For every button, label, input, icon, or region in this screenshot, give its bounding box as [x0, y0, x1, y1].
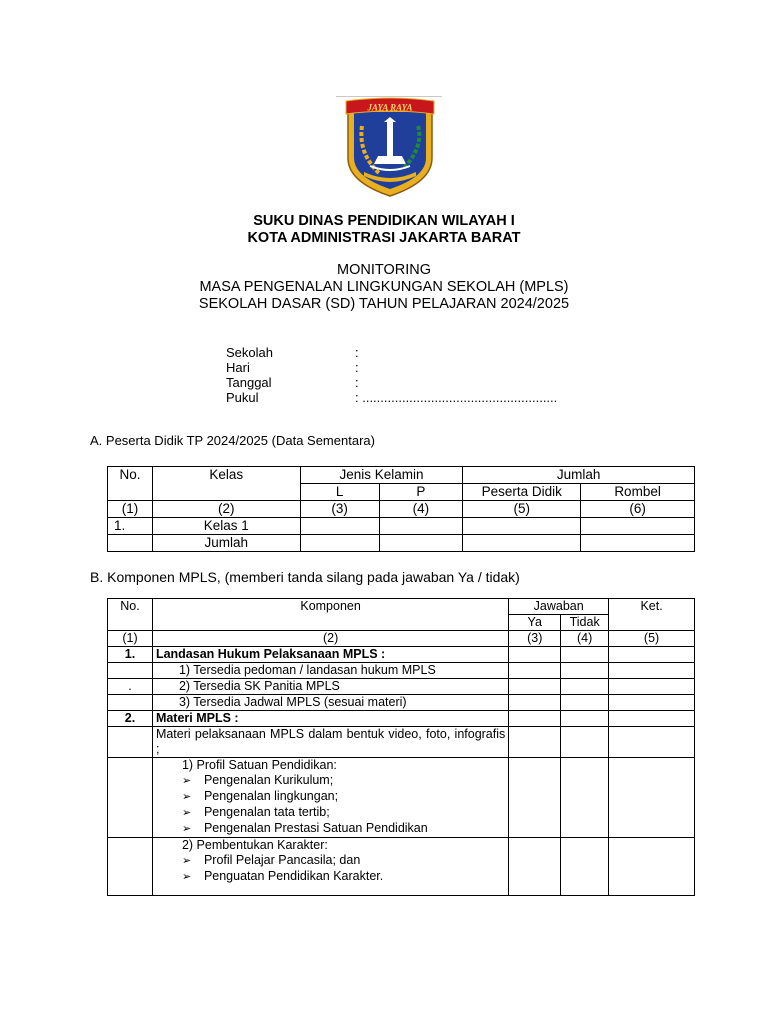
header-jawaban: Jawaban [509, 599, 609, 615]
col-number: (2) [152, 501, 300, 518]
row-no: . [108, 679, 153, 695]
cell-tidak[interactable] [561, 711, 609, 727]
row-jumlah: Jumlah [152, 535, 300, 552]
org-line-1: SUKU DINAS PENDIDIKAN WILAYAH I [253, 213, 515, 229]
cell-tidak[interactable] [561, 663, 609, 679]
col-number: (4) [379, 501, 463, 518]
col-number: (2) [152, 631, 508, 647]
header-no: No. [108, 599, 153, 631]
col-number: (5) [609, 631, 695, 647]
col-number: (5) [463, 501, 581, 518]
row-komponen [152, 838, 508, 896]
cell-ket[interactable] [609, 679, 695, 695]
cell-tidak[interactable] [561, 838, 609, 896]
section-a-title: A. Peserta Didik TP 2024/2025 (Data Sementara) [90, 433, 375, 448]
table-row [108, 758, 695, 838]
row-komponen: 3) Tersedia Jadwal MPLS (sesuai materi) [152, 695, 508, 711]
cell-tidak[interactable] [561, 695, 609, 711]
cell-peserta-didik-total[interactable] [463, 535, 581, 552]
row-kelas: Kelas 1 [152, 518, 300, 535]
row-no [108, 758, 153, 838]
section-b-title: B. Komponen MPLS, (memberi tanda silang pada jawaban Ya / tidak) [90, 569, 520, 585]
cell-ket[interactable] [609, 647, 695, 663]
header-rombel: Rombel [581, 484, 695, 501]
cell-p[interactable] [379, 518, 463, 535]
group-header-row [108, 711, 695, 727]
header-tidak: Tidak [561, 615, 609, 631]
cell-ya[interactable] [509, 679, 561, 695]
row-no [108, 663, 153, 679]
table-row [108, 727, 695, 758]
sub-heading: 2) Pembentukan Karakter: [181, 838, 328, 852]
header-ket: Ket. [609, 599, 695, 631]
bullet-item: ➢ Penguatan Pendidikan Karakter. [156, 869, 505, 885]
row-komponen: 1) Tersedia pedoman / landasan hukum MPLS [152, 663, 508, 679]
cell-ket[interactable] [609, 758, 695, 838]
row-no [108, 727, 153, 758]
cell-l-total[interactable] [300, 535, 379, 552]
table-row [108, 838, 695, 896]
group-no: 1. [108, 647, 153, 663]
info-value-tanggal: : [355, 375, 359, 390]
cell-tidak[interactable] [561, 679, 609, 695]
org-line-2: KOTA ADMINISTRASI JAKARTA BARAT [247, 230, 521, 246]
group-title: Landasan Hukum Pelaksanaan MPLS : [152, 647, 508, 663]
col-number: (4) [561, 631, 609, 647]
info-value-hari: : [355, 360, 359, 375]
title-line-3: SEKOLAH DASAR (SD) TAHUN PELAJARAN 2024/2025 [198, 296, 570, 312]
table-row [108, 695, 695, 711]
info-label-hari: Hari [226, 360, 250, 375]
row-no [108, 535, 153, 552]
table-header-row [108, 467, 695, 484]
column-number-row [108, 631, 695, 647]
cell-ket[interactable] [609, 695, 695, 711]
table-row [108, 518, 695, 535]
group-no: 2. [108, 711, 153, 727]
table-header-row [108, 599, 695, 615]
cell-ya[interactable] [509, 695, 561, 711]
cell-rombel[interactable] [581, 518, 695, 535]
header-peserta-didik: Peserta Didik [463, 484, 581, 501]
group-title: Materi MPLS : [152, 711, 508, 727]
sub-heading: 1) Profil Satuan Pendidikan: [181, 758, 337, 772]
col-number: (6) [581, 501, 695, 518]
header-no: No. [108, 467, 153, 501]
header-komponen: Komponen [152, 599, 508, 631]
title-line-2: MASA PENGENALAN LINGKUNGAN SEKOLAH (MPLS) [199, 279, 569, 295]
cell-ya[interactable] [509, 838, 561, 896]
cell-tidak[interactable] [561, 727, 609, 758]
emblem-banner-text: JAYA RAYA [367, 102, 413, 113]
cell-ket[interactable] [609, 663, 695, 679]
jaya-raya-emblem [340, 96, 440, 198]
bullet-item: ➢ Pengenalan tata tertib; [156, 805, 505, 821]
row-komponen: 2) Tersedia SK Panitia MPLS [152, 679, 508, 695]
cell-l[interactable] [300, 518, 379, 535]
col-number: (1) [108, 631, 153, 647]
header-jumlah: Jumlah [463, 467, 695, 484]
cell-p-total[interactable] [379, 535, 463, 552]
cell-ya[interactable] [509, 711, 561, 727]
info-label-sekolah: Sekolah [226, 345, 273, 360]
bullet-item: ➢ Pengenalan Kurikulum; [156, 773, 505, 789]
bullet-item: ➢ Profil Pelajar Pancasila; dan [156, 853, 505, 869]
info-value-sekolah: : [355, 345, 359, 360]
bullet-item: ➢ Pengenalan lingkungan; [156, 789, 505, 805]
row-komponen [152, 758, 508, 838]
cell-ya[interactable] [509, 663, 561, 679]
cell-ya[interactable] [509, 647, 561, 663]
header-kelas: Kelas [152, 467, 300, 501]
title-line-1: MONITORING [337, 262, 431, 278]
cell-rombel-total[interactable] [581, 535, 695, 552]
cell-ket[interactable] [609, 711, 695, 727]
info-label-tanggal: Tanggal [226, 375, 272, 390]
col-number: (3) [509, 631, 561, 647]
header-p: P [379, 484, 463, 501]
table-row [108, 663, 695, 679]
komponen-mpls-table [107, 598, 695, 896]
cell-tidak[interactable] [561, 758, 609, 838]
cell-tidak[interactable] [561, 647, 609, 663]
table-row [108, 679, 695, 695]
cell-ya[interactable] [509, 758, 561, 838]
cell-ya[interactable] [509, 727, 561, 758]
cell-ket[interactable] [609, 727, 695, 758]
table-row-total [108, 535, 695, 552]
header-jenis-kelamin: Jenis Kelamin [300, 467, 463, 484]
column-number-row [108, 501, 695, 518]
row-komponen: Materi pelaksanaan MPLS dalam bentuk video, foto, infografis ; [152, 727, 508, 758]
col-number: (3) [300, 501, 379, 518]
cell-peserta-didik[interactable] [463, 518, 581, 535]
header-ya: Ya [509, 615, 561, 631]
group-header-row [108, 647, 695, 663]
row-no: 1. [108, 518, 153, 535]
info-value-pukul: : ...................................................... [355, 390, 558, 405]
row-no [108, 695, 153, 711]
bullet-item: ➢ Pengenalan Prestasi Satuan Pendidikan [156, 821, 505, 837]
header-l: L [300, 484, 379, 501]
row-no [108, 838, 153, 896]
info-label-pukul: Pukul [226, 390, 259, 405]
col-number: (1) [108, 501, 153, 518]
cell-ket[interactable] [609, 838, 695, 896]
peserta-didik-table [107, 466, 695, 552]
